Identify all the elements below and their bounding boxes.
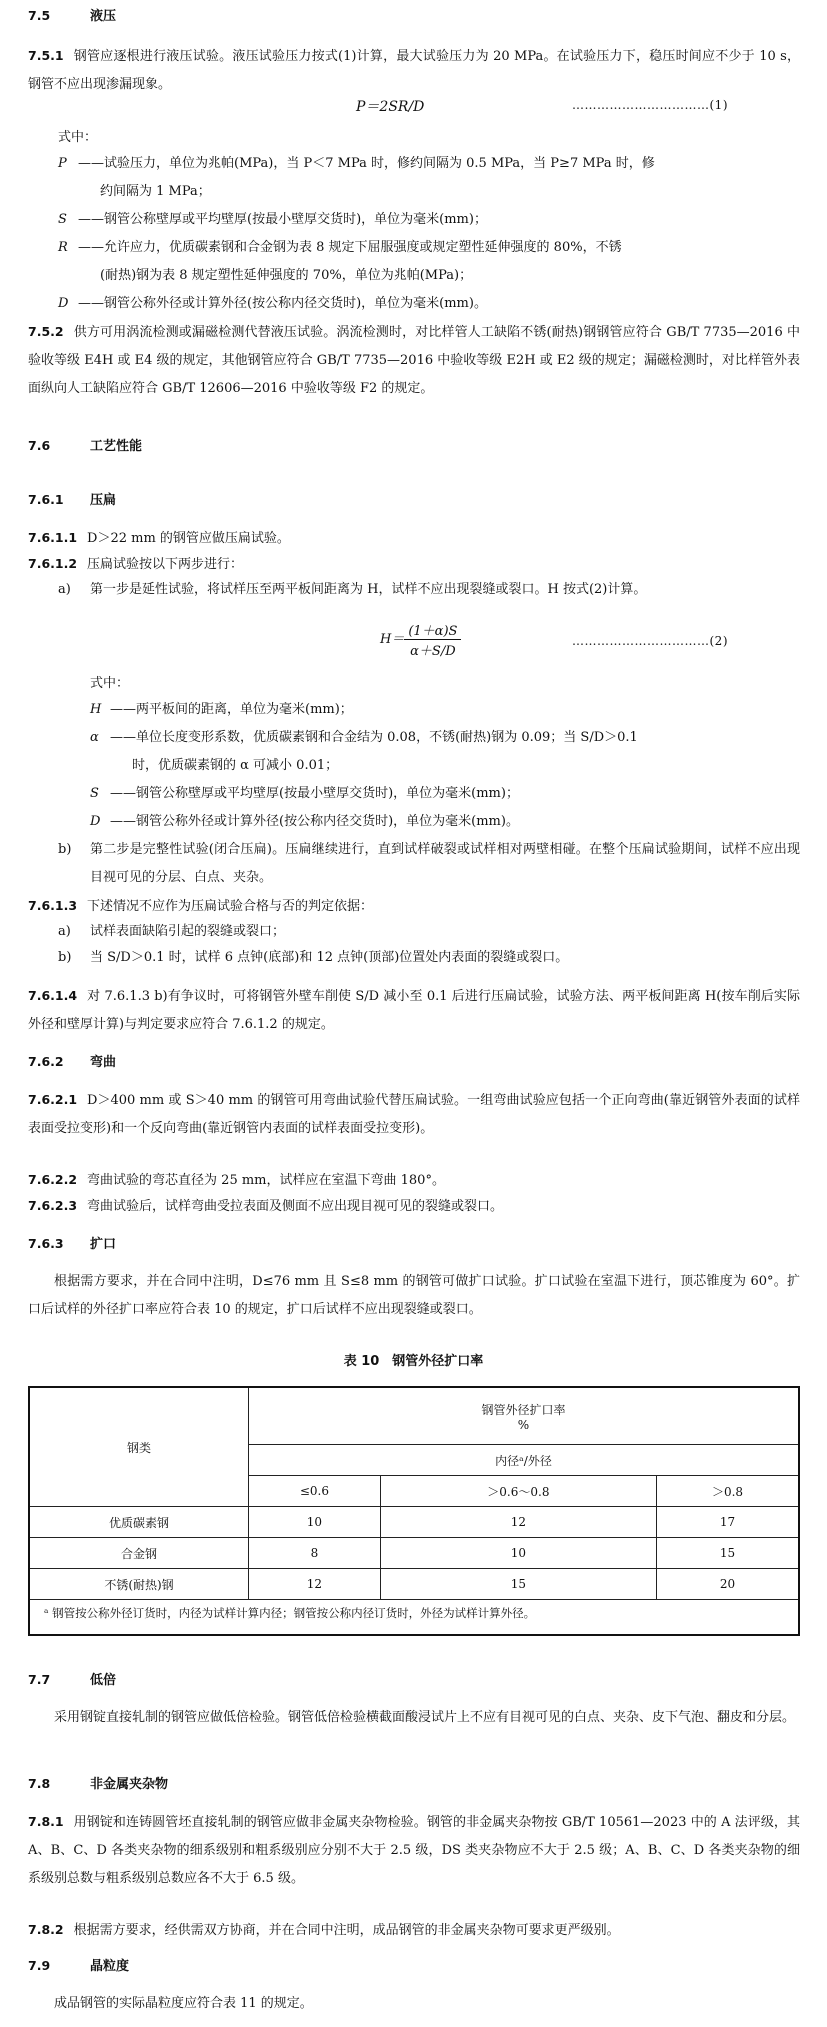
formula-2-number: ……………………………(2) xyxy=(572,634,728,648)
definition-row: 约间隔为 1 MPa； xyxy=(100,184,211,199)
table-10-caption: 表 10 钢管外径扩口率 xyxy=(343,1354,484,1369)
definition-row: (耐热)钢为表 8 规定塑性延伸强度的 70%，单位为兆帕(MPa)； xyxy=(100,268,473,283)
table-row: 不锈(耐热)钢 12 15 20 xyxy=(29,1569,799,1600)
item-b-text: 第二步是完整性试验(闭合压扁)。压扁继续进行，直到试样破裂或试样相对两壁相碰。在整个压扁试验期间，试样不应出现目视可见的分层、白点、夹杂。 xyxy=(90,842,800,885)
section-heading-7-6-2: 7.6.2 弯曲 xyxy=(28,1054,117,1070)
item-a-label: a) xyxy=(58,924,71,939)
item-b-label: b) xyxy=(58,842,72,857)
item-a-label: a) xyxy=(58,582,71,597)
table-10 xyxy=(28,1386,800,1636)
clause-7-5-2: 7.5.2 供方可用涡流检测或漏磁检测代替液压试验。涡流检测时，对比样管人工缺陷不锈(耐热)钢钢管应符合 GB/T 7735—2016 中验收等级 E4H 或 E4 级的规定，其他钢管应符合 GB/T 7735—2016 中验收等级 E2H 或 E2 级的规定；漏磁检测时，对比样管外表面纵向人工缺陷应符合 GB/T 12606—2016 中验收等级 F2 的规定。 xyxy=(28,324,800,396)
clause-7-8-1: 7.8.1 用钢锭和连铸圆管坯直接轧制的钢管应做非金属夹杂物检验。钢管的非金属夹杂物按 GB/T 10561—2023 中的 A 法评级，其 A、B、C、D 各类夹杂物的细系级别和粗系级别应分别不大于 2.5 级，DS 类夹杂物应不大于 2.5 级；A、B、C、D 各类夹杂物的细系级别总数与粗系级别总数应各不大于 6.5 级。 xyxy=(28,1814,800,1886)
definition-list-2 xyxy=(28,696,800,836)
formula-2: H＝ $\frac{(1+\alpha)S}{\alpha+S/D}$ xyxy=(380,620,461,659)
item-b-text: 当 S/D＞0.1 时，试样 6 点钟(底部)和 12 点钟(顶部)位置处内表面的裂缝或裂口。 xyxy=(90,950,569,965)
definition-row: S ——钢管公称壁厚或平均壁厚(按最小壁厚交货时)，单位为毫米(mm)； xyxy=(90,786,519,801)
header-range: ≤0.6 xyxy=(249,1476,381,1507)
section-heading-7-9: 7.9 晶粒度 xyxy=(28,1958,130,1974)
section-heading-7-8: 7.8 非金属夹杂物 xyxy=(28,1776,169,1792)
definition-list-1 xyxy=(28,150,800,318)
section-heading-7-7: 7.7 低倍 xyxy=(28,1672,117,1688)
header-range: ＞0.6～0.8 xyxy=(380,1476,656,1507)
table-10-footnote: ᵃ 钢管按公称外径订货时，内径为试样计算内径；钢管按公称内径订货时，外径为试样计算外径。 xyxy=(44,1606,536,1620)
section-heading-7-5: 7.5 液压 xyxy=(28,8,117,24)
formula-1: P＝2SR/D xyxy=(356,99,425,115)
definition-row: D ——钢管公称外径或计算外径(按公称内径交货时)，单位为毫米(mm)。 xyxy=(58,296,487,311)
clause-7-5-1: 7.5.1 钢管应逐根进行液压试验。液压试验压力按式(1)计算，最大试验压力为 20 MPa。在试验压力下，稳压时间应不少于 10 s，钢管不应出现渗漏现象。 xyxy=(28,48,800,92)
definition-row: D ——钢管公称外径或计算外径(按公称内径交货时)，单位为毫米(mm)。 xyxy=(90,814,519,829)
table-row: 优质碳素钢 10 12 17 xyxy=(29,1507,799,1538)
clause-7-7-text: 采用钢锭直接轧制的钢管应做低倍检验。钢管低倍检验横截面酸浸试片上不应有目视可见的白点、夹杂、皮下气泡、翻皮和分层。 xyxy=(54,1710,796,1725)
where-label: 式中： xyxy=(58,130,98,145)
header-ratio: 内径ᵃ/外径 xyxy=(249,1445,800,1476)
section-heading-7-6: 7.6 工艺性能 xyxy=(28,438,143,454)
where-label-2: 式中： xyxy=(90,676,130,691)
clause-7-6-1-4: 7.6.1.4 对 7.6.1.3 b)有争议时，可将钢管外壁车削使 S/D 减小至 0.1 后进行压扁试验，试验方法、两平板间距离 H(按车削后实际外径和壁厚计算)与判定要求应符合 7.6.1.2 的规定。 xyxy=(28,988,800,1032)
clause-7-6-1-3: 7.6.1.3 下述情况不应作为压扁试验合格与否的判定依据： xyxy=(28,898,374,914)
item-b-label: b) xyxy=(58,950,72,965)
clause-7-8-2: 7.8.2 根据需方要求，经供需双方协商，并在合同中注明，成品钢管的非金属夹杂物可要求更严级别。 xyxy=(28,1922,620,1938)
clause-7-9-text: 成品钢管的实际晶粒度应符合表 11 的规定。 xyxy=(54,1996,313,2011)
header-expansion-rate: 钢管外径扩口率 % xyxy=(249,1387,800,1445)
clause-7-6-2-3: 7.6.2.3 弯曲试验后，试样弯曲受拉表面及侧面不应出现目视可见的裂缝或裂口。 xyxy=(28,1198,504,1214)
table-row: 合金钢 8 10 15 xyxy=(29,1538,799,1569)
definition-row: P ——试验压力，单位为兆帕(MPa)，当 P＜7 MPa 时，修约间隔为 0.5 MPa，当 P≥7 MPa 时，修 xyxy=(58,156,655,171)
clause-7-6-1-2: 7.6.1.2 压扁试验按以下两步进行： xyxy=(28,556,244,572)
definition-row: 时，优质碳素钢的 α 可减小 0.01； xyxy=(132,758,339,773)
definition-row: S ——钢管公称壁厚或平均壁厚(按最小壁厚交货时)，单位为毫米(mm)； xyxy=(58,212,487,227)
clause-7-6-1-1: 7.6.1.1 D＞22 mm 的钢管应做压扁试验。 xyxy=(28,530,290,546)
clause-7-6-3-text: 根据需方要求，并在合同中注明，D≤76 mm 且 S≤8 mm 的钢管可做扩口试验。扩口试验在室温下进行，顶芯锥度为 60°。扩口后试样的外径扩口率应符合表 10 的规定，扩口后试样不应出现裂缝或裂口。 xyxy=(28,1274,800,1317)
item-a-text: 试样表面缺陷引起的裂缝或裂口； xyxy=(90,924,286,939)
definition-row: H ——两平板间的距离，单位为毫米(mm)； xyxy=(90,702,353,717)
formula-1-number: ……………………………(1) xyxy=(572,98,728,112)
section-heading-7-6-3: 7.6.3 扩口 xyxy=(28,1236,117,1252)
section-heading-7-6-1: 7.6.1 压扁 xyxy=(28,492,117,508)
item-a-text: 第一步是延性试验，将试样压至两平板间距离为 H，试样不应出现裂缝或裂口。H 按式(2)计算。 xyxy=(90,582,647,597)
definition-row: R ——允许应力，优质碳素钢和合金钢为表 8 规定下屈服强度或规定塑性延伸强度的 80%，不锈 xyxy=(58,240,622,255)
header-range: ＞0.8 xyxy=(656,1476,799,1507)
header-steel-type: 钢类 xyxy=(29,1387,249,1507)
clause-7-6-2-1: 7.6.2.1 D＞400 mm 或 S＞40 mm 的钢管可用弯曲试验代替压扁试验。一组弯曲试验应包括一个正向弯曲(靠近钢管外表面的试样表面受拉变形)和一个反向弯曲(靠近钢管内表面的试样表面受拉变形)。 xyxy=(28,1092,800,1136)
definition-row: α ——单位长度变形系数，优质碳素钢和合金结为 0.08，不锈(耐热)钢为 0.09；当 S/D＞0.1 xyxy=(90,730,638,745)
clause-7-6-2-2: 7.6.2.2 弯曲试验的弯芯直径为 25 mm，试样应在室温下弯曲 180°。 xyxy=(28,1172,445,1188)
